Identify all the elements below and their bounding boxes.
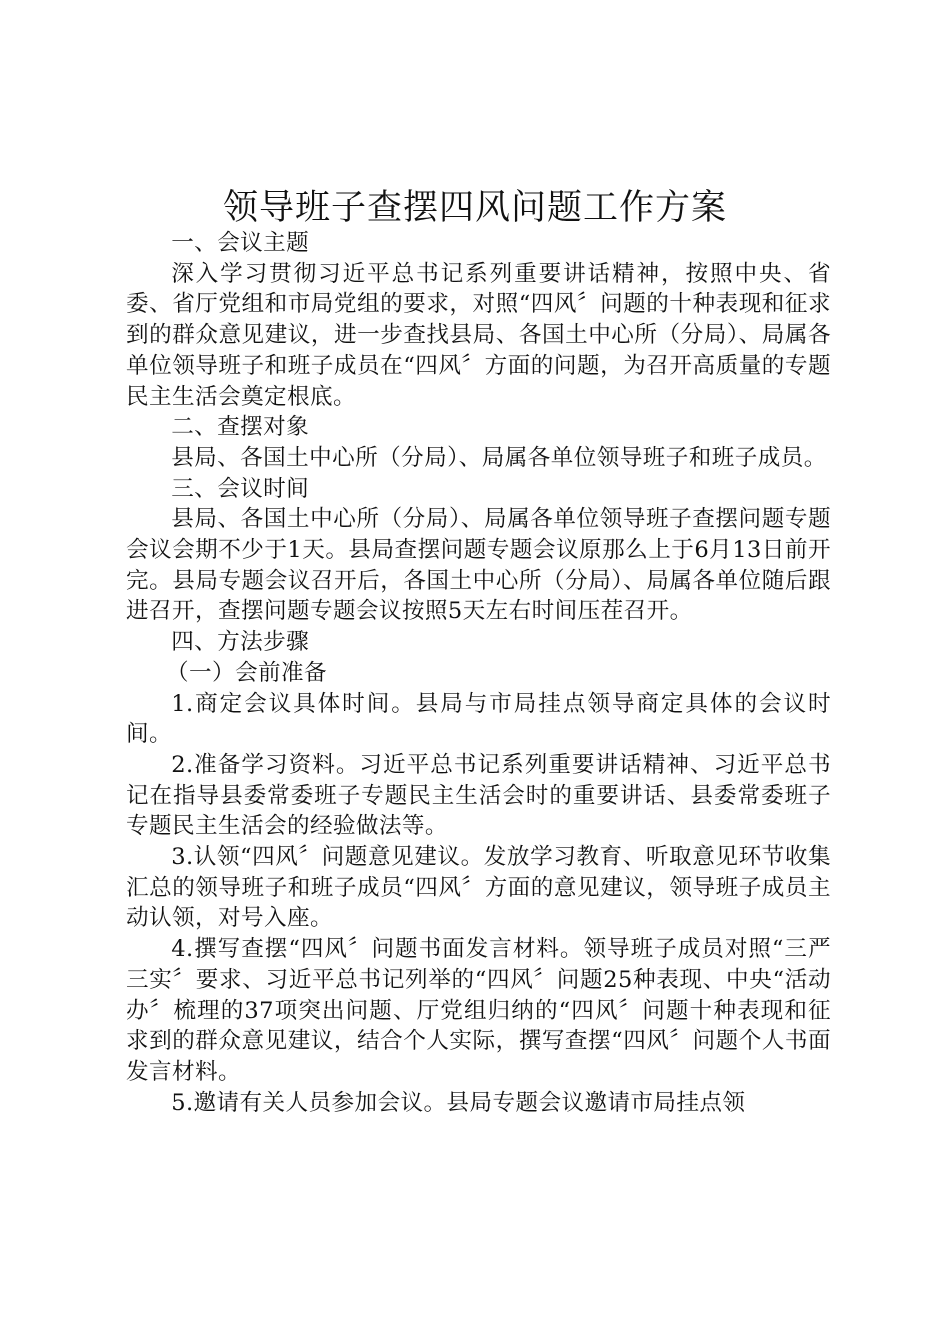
document-title: 领导班子查摆四风问题工作方案 <box>222 188 727 228</box>
paragraph: 2.准备学习资料。习近平总书记系列重要讲话精神、习近平总书记在指导县委常委班子专题民主生活会时的重要讲话、县委常委班子专题民主生活会的经验做法等。 <box>126 751 831 840</box>
paragraph: 3.认领“四风〞问题意见建议。发放学习教育、听取意见环节收集汇总的领导班子和班子成员“四风〞方面的意见建议，领导班子成员主动认领，对号入座。 <box>126 844 831 932</box>
paragraph: 县局、各国土中心所（分局）、局属各单位领导班子查摆问题专题会议会期不少于1天。县局查摆问题专题会议原那么上于6月13日前开完。县局专题会议召开后，各国土中心所（分局）、局属各单位随后跟进召开，查摆问题专题会议按照5天左右时间压茬召开。 <box>126 506 831 625</box>
paragraph: 深入学习贯彻习近平总书记系列重要讲话精神，按照中央、省委、省厅党组和市局党组的要求，对照“四风〞问题的十种表现和征求到的群众意见建议，进一步查找县局、各国土中心所（分局）、局属各单位领导班子和班子成员在“四风〞方面的问题，为召开高质量的专题民主生活会奠定根底。 <box>126 260 831 410</box>
subsection-heading: （一）会前准备 <box>166 659 327 686</box>
section-heading: 二、查摆对象 <box>171 414 310 441</box>
paragraph: 4.撰写查摆“四风〞问题书面发言材料。领导班子成员对照“三严三实〞要求、习近平总书记列举的“四风〞问题25种表现、中央“活动办〞梳理的37项突出问题、厅党组归纳的“四风〞问题十种表现和征求到的群众意见建议，结合个人实际，撰写查摆“四风〞问题个人书面发言材料。 <box>126 936 831 1085</box>
paragraph: 5.邀请有关人员参加会议。县局专题会议邀请市局挂点领 <box>171 1089 746 1116</box>
section-heading: 一、会议主题 <box>171 230 310 256</box>
document-body <box>126 228 831 1118</box>
paragraph: 县局、各国土中心所（分局）、局属各单位领导班子和班子成员。 <box>171 444 827 471</box>
section-heading: 三、会议时间 <box>171 475 310 502</box>
paragraph: 1.商定会议具体时间。县局与市局挂点领导商定具体的会议时间。 <box>126 690 831 748</box>
section-heading: 四、方法步骤 <box>171 629 310 656</box>
